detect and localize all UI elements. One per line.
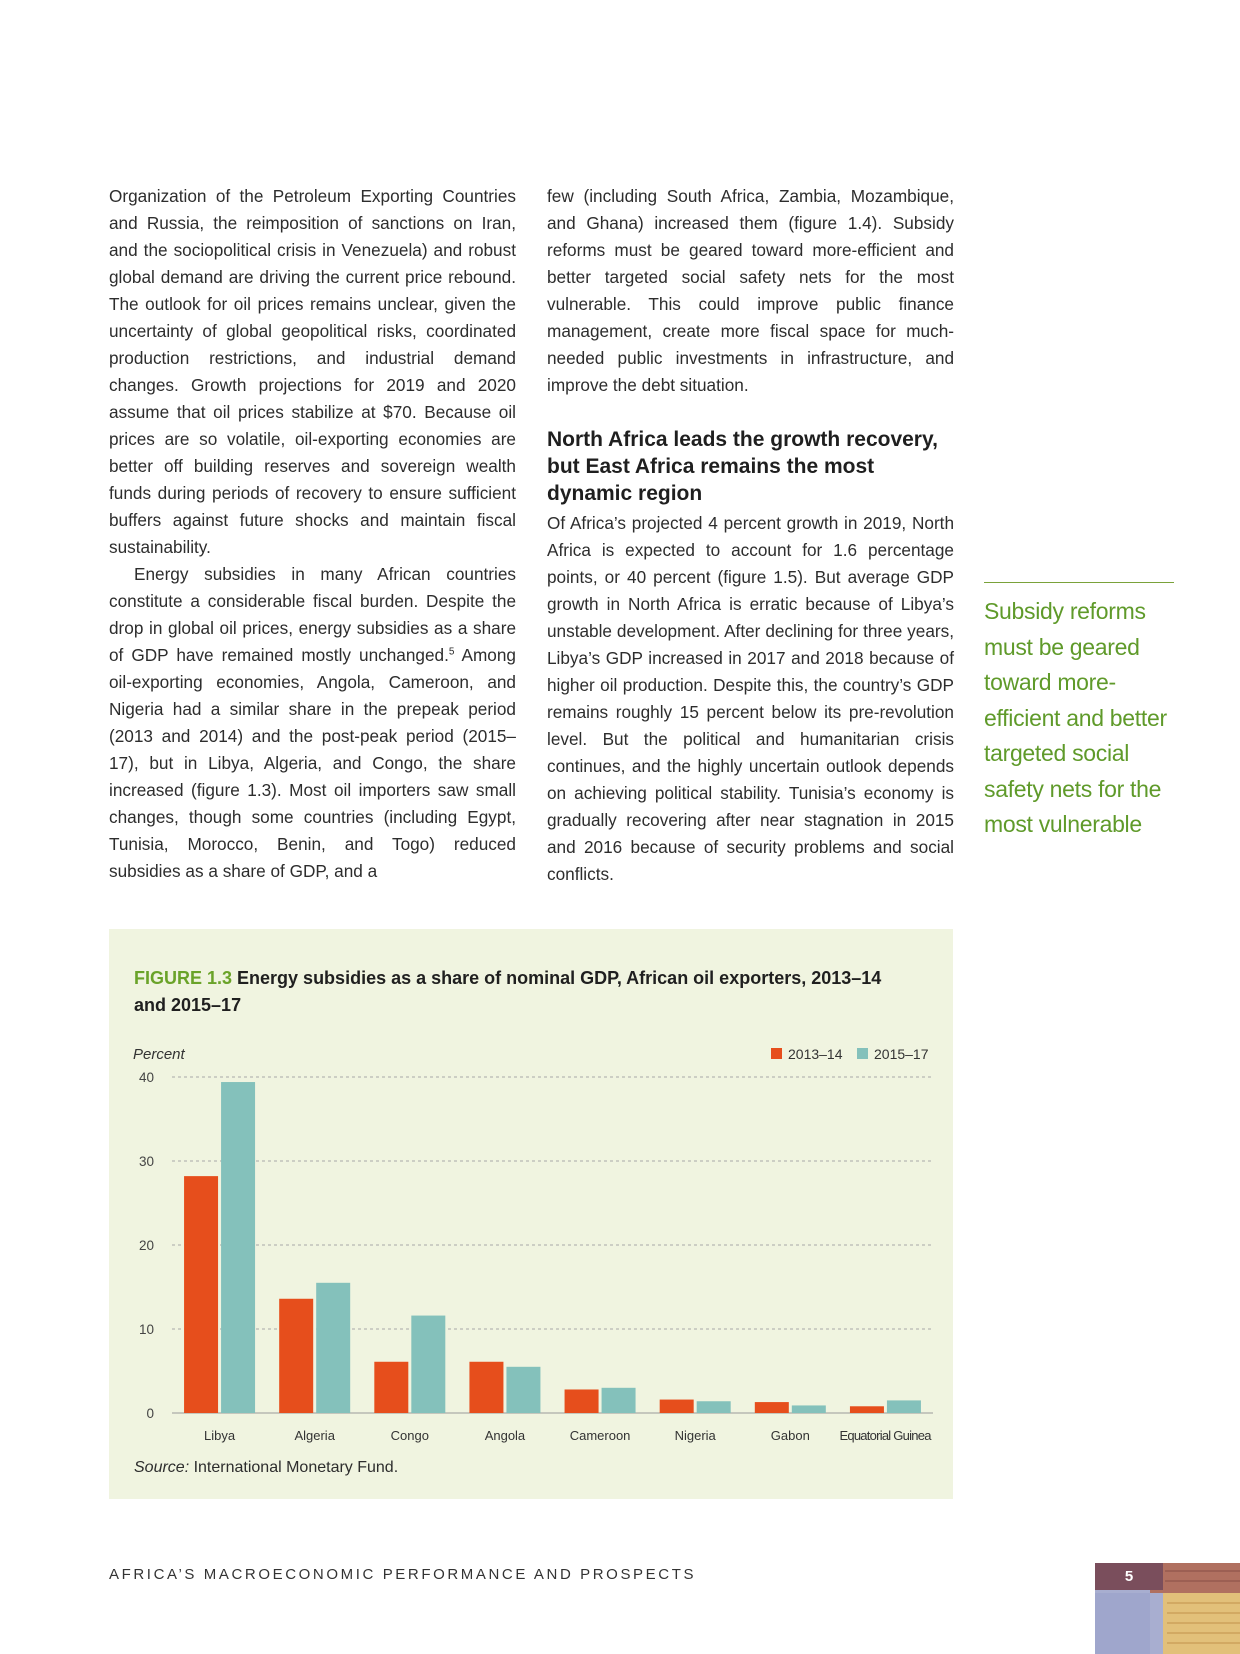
bar-2015-17 <box>316 1283 350 1413</box>
bar-2015-17 <box>602 1388 636 1413</box>
figure-box <box>109 929 953 1499</box>
bar-2013-14 <box>755 1402 789 1413</box>
y-tick-label: 0 <box>146 1406 154 1421</box>
x-tick-label: Cameroon <box>569 1428 631 1443</box>
running-footer: AFRICA’S MACROECONOMIC PERFORMANCE AND PROSPECTS <box>109 1566 697 1583</box>
section-heading: North Africa leads the growth recovery, but East Africa remains the most dynamic region <box>547 428 938 505</box>
y-tick-label: 20 <box>138 1238 154 1253</box>
footnote-mark[interactable]: 5 <box>448 646 455 658</box>
x-tick-label: Algeria <box>294 1428 335 1443</box>
page-tab <box>1095 1563 1240 1654</box>
bar-2013-14 <box>469 1362 503 1413</box>
legend-swatch <box>771 1048 782 1059</box>
x-tick-label: Gabon <box>770 1428 810 1443</box>
y-tick-label: 40 <box>138 1070 154 1085</box>
source-text: International Monetary Fund. <box>189 1459 399 1476</box>
paragraph: Of Africa’s projected 4 percent growth in 2019, North Africa is expected to account for 1.6 percentage points, or 40 percent (figure 1.5). But average GDP growth in North Africa is erratic because of Libya’s unstable development. After declining for three years, Libya’s GDP increased in 2017 and 2018 because of higher oil production. Despite this, the country’s GDP remains roughly 15 percent below its pre-revolution level. But the political and humanitarian crisis continues, and the highly uncertain outlook depends on achieving political stability. Tunisia’s economy is gradually recovering after near stagnation in 2015 and 2016 because of security problems and social conflicts. <box>547 513 954 884</box>
paragraph <box>109 561 516 885</box>
bar-2015-17 <box>792 1405 826 1413</box>
paragraph: few (including South Africa, Zambia, Mozambique, and Ghana) increased them (figure 1.4). Subsidy reforms must be geared toward more-efficient and better targeted social safety nets for the most vulnerable. This could improve public finance management, create more fiscal space for much-needed public investments in infrastructure, and improve the debt situation. <box>547 186 954 395</box>
bar-2013-14 <box>850 1406 884 1413</box>
x-tick-label: Libya <box>204 1428 236 1443</box>
figure-source <box>134 1459 398 1477</box>
pull-quote: Subsidy reforms must be geared toward more-efficient and better targeted social safety nets for the most vulnerable <box>984 582 1174 843</box>
bar-2015-17 <box>887 1400 921 1413</box>
source-label: Source: <box>134 1459 190 1476</box>
figure-title-text: Energy subsidies as a share of nominal GDP, African oil exporters, 2013–14 and 2015–17 <box>134 968 882 1015</box>
legend-label: 2013–14 <box>788 1046 843 1062</box>
x-tick-label: Equatorial Guinea <box>839 1428 932 1443</box>
y-tick-label: 30 <box>138 1154 154 1169</box>
y-axis-label: Percent <box>133 1046 185 1063</box>
x-tick-label: Nigeria <box>674 1428 716 1443</box>
bar-chart <box>109 929 953 1449</box>
x-tick-label: Angola <box>484 1428 526 1443</box>
bar-2013-14 <box>279 1299 313 1413</box>
page-number: 5 <box>1095 1563 1163 1590</box>
y-tick-label: 10 <box>138 1322 154 1337</box>
paragraph: Organization of the Petroleum Exporting Countries and Russia, the reimposition of sanctions on Iran, and the sociopolitical crisis in Venezuela) and robust global demand are driving the current price rebound. The outlook for oil prices remains unclear, given the uncertainty of global geopolitical risks, coordinated production restrictions, and industrial demand changes. Growth projections for 2019 and 2020 assume that oil prices stabilize at $70. Because oil prices are so volatile, oil-exporting economies are better off building reserves and sovereign wealth funds during periods of recovery to ensure sufficient buffers against future shocks and maintain fiscal sustainability. <box>109 186 516 557</box>
legend-label: 2015–17 <box>874 1046 929 1062</box>
legend-swatch <box>857 1048 868 1059</box>
bar-2013-14 <box>374 1362 408 1413</box>
bar-2015-17 <box>221 1082 255 1413</box>
figure-label: FIGURE 1.3 <box>134 968 233 988</box>
paragraph-text: Among oil-exporting economies, Angola, Cameroon, and Nigeria had a similar share in the prepeak period (2013 and 2014) and the post-peak period (2015–17), but in Libya, Algeria, and Congo, the share increased (figure 1.3). Most oil importers saw small changes, though some countries (including Egypt, Tunisia, Morocco, Benin, and Togo) reduced subsidies as a share of GDP, and a <box>109 645 516 881</box>
text-column-left <box>109 183 516 885</box>
bar-2013-14 <box>184 1176 218 1413</box>
text-column-right <box>547 183 954 888</box>
bar-2015-17 <box>411 1316 445 1413</box>
bar-2013-14 <box>660 1400 694 1413</box>
bar-2015-17 <box>697 1401 731 1413</box>
bar-2015-17 <box>506 1367 540 1413</box>
x-tick-label: Congo <box>390 1428 429 1443</box>
paragraph-text: Energy subsidies in many African countries constitute a considerable fiscal burden. Despite the drop in global oil prices, energy subsidies as a share of GDP have remained mostly unchanged. <box>109 564 516 665</box>
bar-2013-14 <box>565 1389 599 1413</box>
